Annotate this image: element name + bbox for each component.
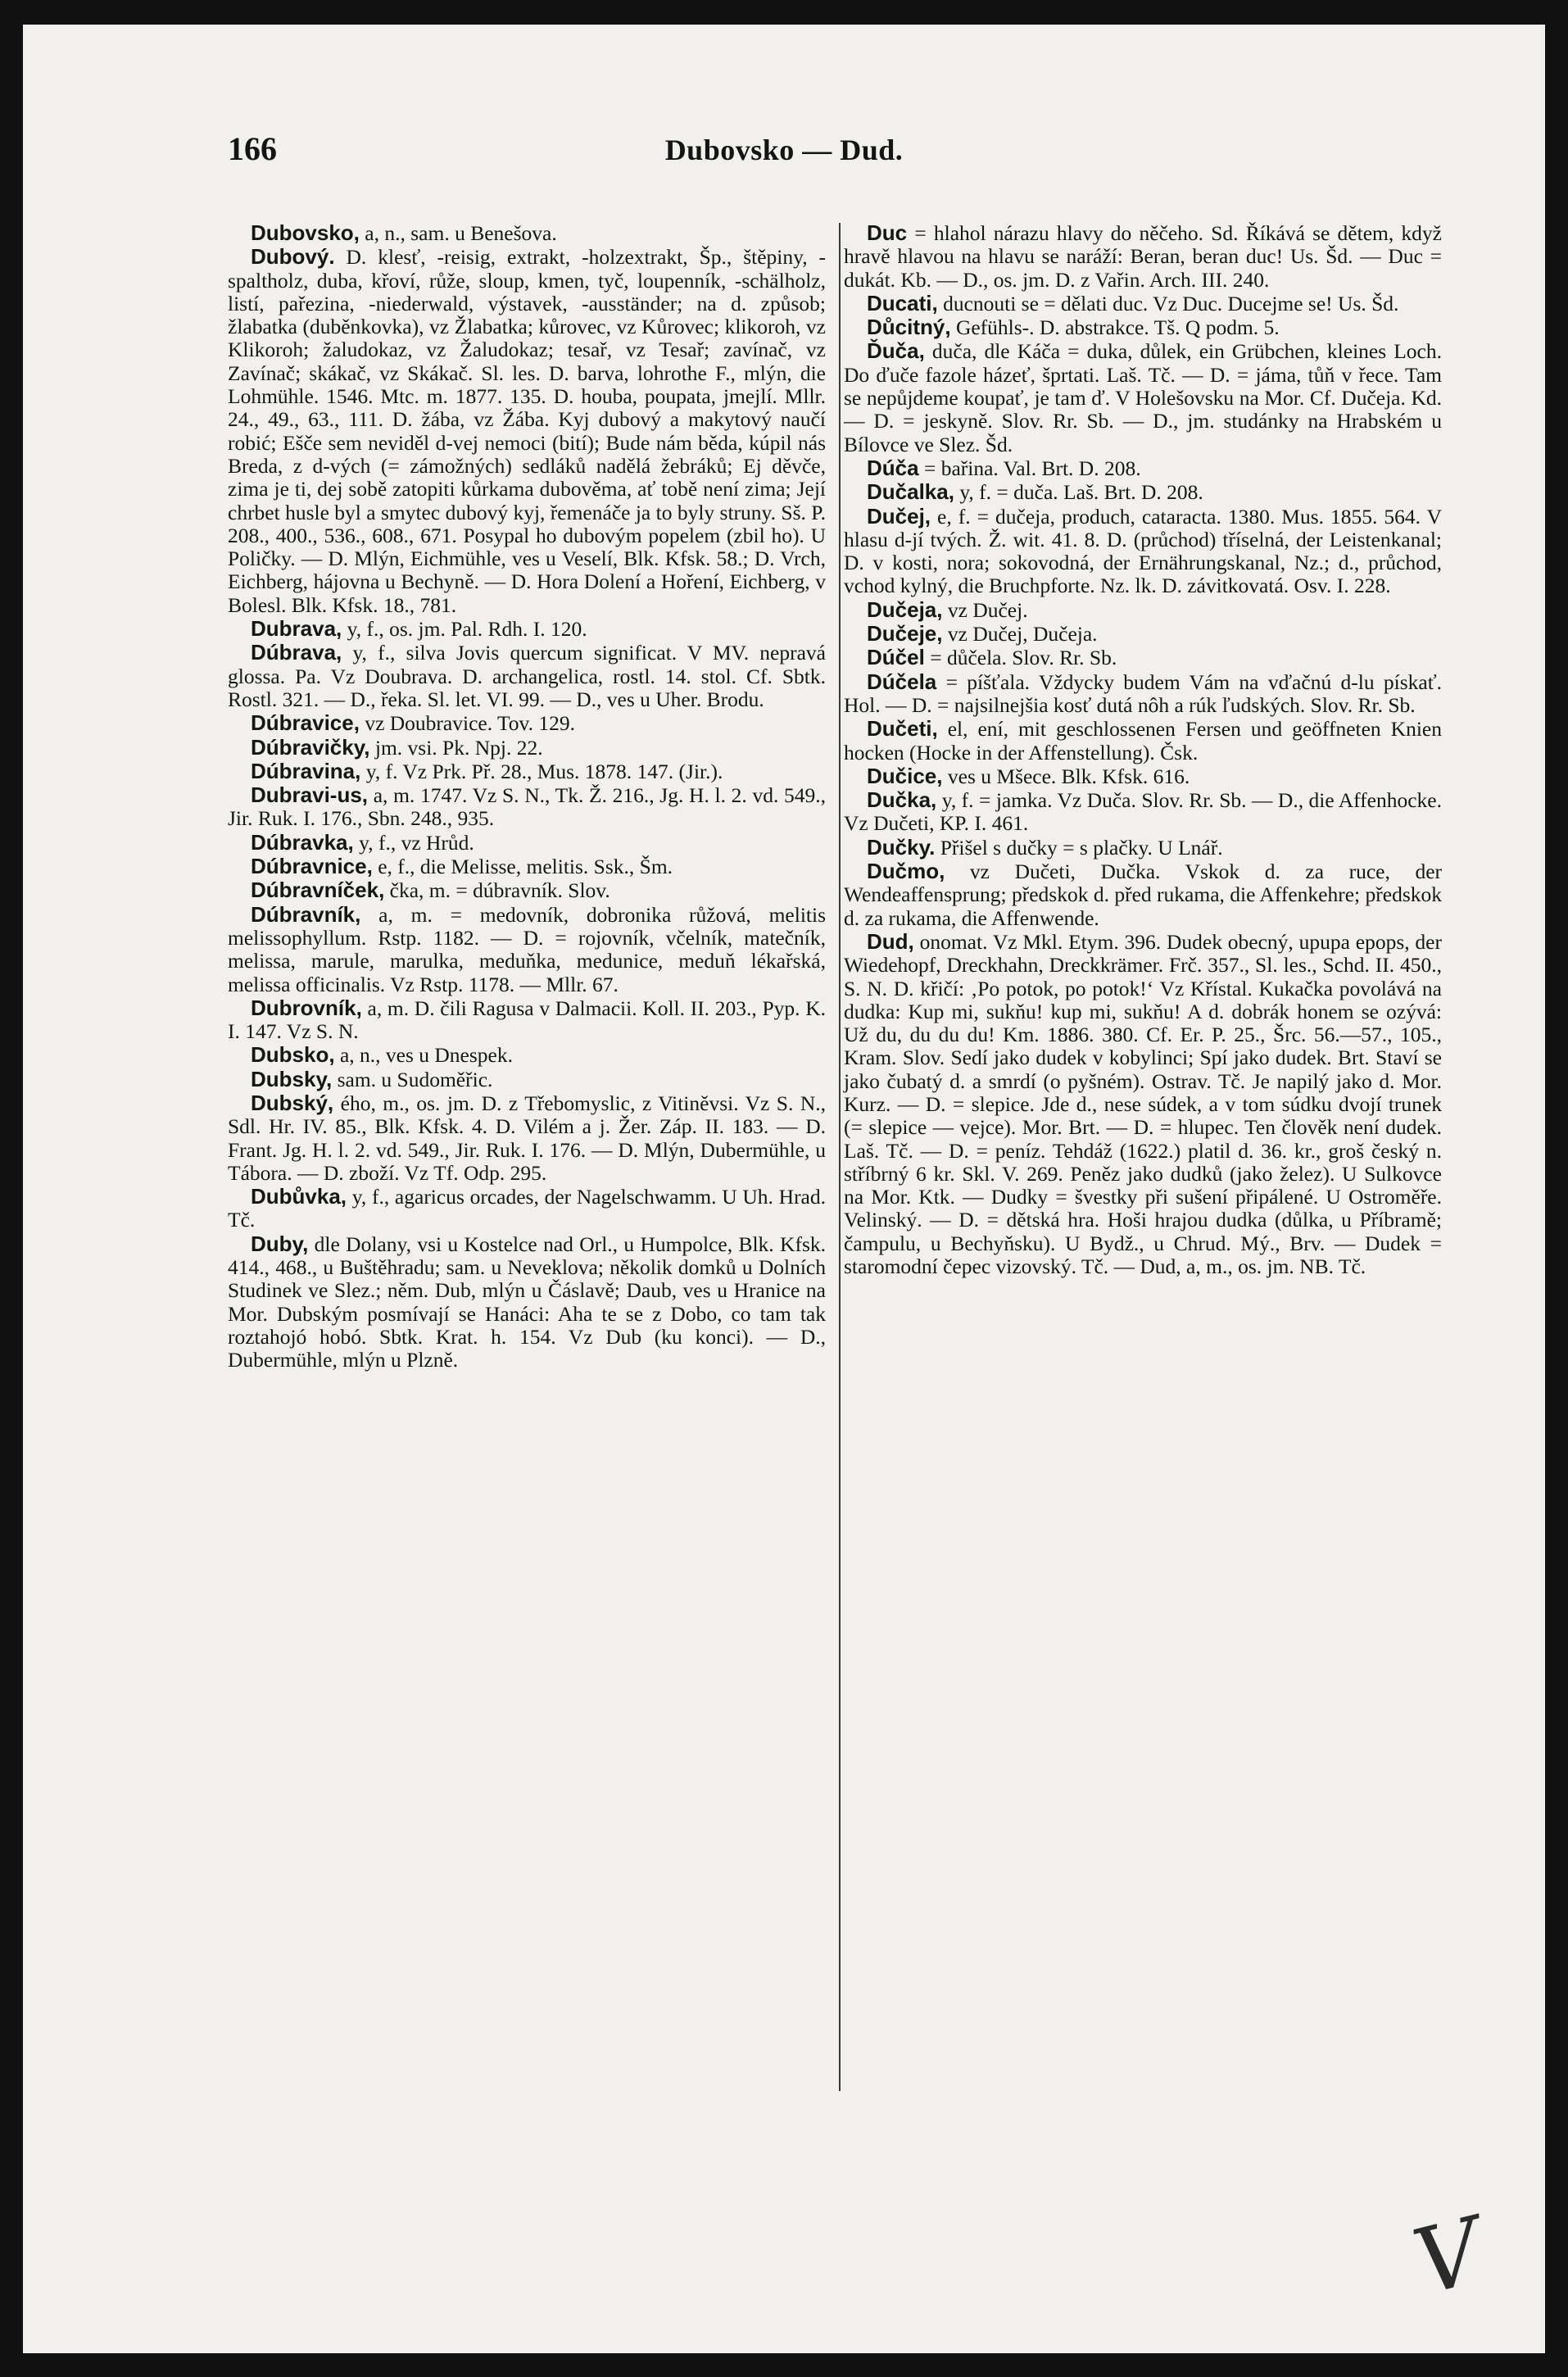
dictionary-entry bbox=[228, 641, 826, 711]
dictionary-entry bbox=[228, 1232, 826, 1372]
dictionary-entry bbox=[844, 339, 1442, 456]
dictionary-entry bbox=[228, 760, 826, 783]
dictionary-entry bbox=[844, 456, 1442, 480]
entry-text: a, m. = medovník, dobronika růžová, melitis melissophyllum. Rstp. 1182. — D. = rojovník, včelník, matečník, melissa, marule, marulka, meduňka, medunice, meduň lékařská, melissa officinalis. Vz Rstp. 1178. — Mllr. 67. bbox=[228, 902, 826, 996]
entry-text: ducnouti se = dělati duc. Vz Duc. Ducejme se! Us. Šd. bbox=[943, 291, 1399, 315]
entry-text: a, m. D. čili Ragusa v Dalmacii. Koll. II. 203., Pyp. K. I. 147. Vz S. N. bbox=[228, 996, 826, 1044]
entry-text: a, n., ves u Dnespek. bbox=[339, 1043, 513, 1068]
entry-text: y, f., agaricus orcades, der Nagelschwamm. U Uh. Hrad. Tč. bbox=[228, 1185, 827, 1232]
entry-headword: Ducati, bbox=[867, 290, 938, 315]
entry-text: vz Doubravice. Tov. 129. bbox=[365, 711, 576, 736]
entry-headword: Duc bbox=[867, 220, 908, 245]
entry-text: el, ení, mit geschlossenen Fersen und geöffneten Knien hocken (Hocke in der Affenstellung). Čsk. bbox=[844, 717, 1442, 764]
entry-text: Gefühls-. D. abstrakce. Tš. Q podm. 5. bbox=[955, 315, 1280, 340]
dictionary-entry bbox=[228, 855, 826, 878]
dictionary-entry bbox=[844, 930, 1442, 1278]
entry-headword: Dubsko, bbox=[251, 1042, 335, 1068]
entry-headword: Dúčel bbox=[867, 645, 925, 670]
dictionary-entry bbox=[228, 221, 826, 245]
entry-text: onomat. Vz Mkl. Etym. 396. Dudek obecný, upupa epops, der Wiedehopf, Dreckhahn, Dreckkrämer. Frč. 357., Sl. les., Schd. II. 450., S. N. D. křičí: ‚Po potok, po potok!‘ Vz Křístal. Kukačka povolává na dudka: Kup mi, sukňu! kup mi, sukňu! A d. dobrák honem se ozývá: Už du, du du du! Km. 1886. 380. Cf. Er. P. 25., Šrc. 56.—57., 105., Kram. Slov. Sedí jako dudek v kobylinci; Spí jako dudek. Brt. Staví se jako čubatý d. a smrdí (o pyšném). Ostrav. Tč. Je napilý jako d. Mor. Kurz. — D. = slepice. Jde d., nese súdek, a v tom súdku dvojí trunek (= slepice — vejce). Mor. Brt. — D. = hlupec. Ten člověk není dudek. Laš. Tč. — D. = peníz. Tehdáž (1622.) platil d. 36. kr., groš český n. stříbrný 6 kr. Skl. V. 269. Peněz jako dudků (jako želez). U Sulkovce na Mor. Ktk. — Dudky = švestky při sušení připálené. U Ostroměře. Velinský. — D. = dětská hra. Hoši hrajou dudka (důlka, u Příbramě; čampulu, u Bechyňsku). U Bydž., u Chrud. Mý., Brv. — Dudek = staromodní čepec vizovský. Tč. — Dud, a, m., os. jm. NB. Tč. bbox=[844, 929, 1442, 1279]
entry-headword: Dučeja, bbox=[867, 597, 943, 622]
entry-headword: Dúbravina, bbox=[251, 758, 361, 783]
dictionary-entry bbox=[844, 480, 1442, 504]
dictionary-entry bbox=[844, 221, 1442, 292]
dictionary-entry bbox=[844, 315, 1442, 339]
entry-text: jm. vsi. Pk. Npj. 22. bbox=[374, 735, 543, 760]
entry-headword: Dubovsko, bbox=[251, 220, 360, 245]
entry-text: čka, m. = dúbravník. Slov. bbox=[389, 878, 610, 903]
entry-headword: Duby, bbox=[251, 1231, 309, 1256]
entry-headword: Dúbravičky, bbox=[251, 734, 370, 760]
left-column bbox=[228, 221, 826, 1372]
dictionary-entry bbox=[228, 711, 826, 735]
dictionary-entry bbox=[228, 1043, 826, 1067]
entry-text: y, f. = jamka. Vz Duča. Slov. Rr. Sb. — D., die Affenhocke. Vz Dučeti, KP. I. 461. bbox=[844, 788, 1443, 836]
entry-headword: Dúbravice, bbox=[251, 710, 360, 736]
entry-headword: Důcitný, bbox=[867, 315, 951, 340]
entry-headword: Dučej, bbox=[867, 503, 931, 528]
dictionary-entry bbox=[228, 736, 826, 760]
entry-headword: Dúbrava, bbox=[251, 640, 342, 665]
dictionary-page bbox=[23, 25, 1545, 2353]
dictionary-entry bbox=[844, 717, 1442, 764]
entry-headword: Dubrovník, bbox=[251, 995, 362, 1020]
entry-text: ého, m., os. jm. D. z Třebomyslic, z Vitiněvsi. Vz S. N., Sdl. Hr. IV. 85., Blk. Kfsk. 4. D. Vilém a j. Žer. Záp. II. 183. — D. Frant. Jg. H. l. 2. vd. 549., Jir. Ruk. I. 176. — D. Mlýn, Dubermühle, u Tábora. — D. zboží. Vz Tf. Odp. 295. bbox=[228, 1091, 826, 1185]
entry-text: a, m. 1747. Vz S. N., Tk. Ž. 216., Jg. H. l. 2. vd. 549., Jir. Ruk. I. 176., Sbn. 248., 935. bbox=[228, 783, 827, 831]
entry-text: D. klesť, -reisig, extrakt, -holzextrakt, Šp., štěpiny, -spaltholz, duba, křoví, růže, sloup, kmen, tyč, loupenník, -schälholz, listí, pařezina, -niederwald, výstavek, -ausständer; na d. způsob; žlabatka (duběnkovka), vz Žlabatka; kůrovec, vz Kůrovec; klikoroh, vz Klikoroh; žaludokaz, vz Žaludokaz; tesař, vz Tesař; zavínač, vz Zavínač; skákač, vz Skákač. Sl. les. D. barva, lohrothe F., mlýn, die Lohmühle. 1546. Mtc. m. 1877. 135. D. houba, poupata, jmejlí. Mllr. 24., 49., 63., 111. D. žába, vz Žába. Kyj dubový a makytový naučí robić; Ešče sem neviděl d-vej nemoci (bití); Bude nám běda, kúpil nás Breda, z d-vých (= zámožných) sedláků nadělá žebráků; Ej děvče, zima je ti, dej sobě zatopiti kůrkama dubověma, ať tobě není zima; Její chrbet husle byl a smytec dubový kyj, řemenáče ja to byly struny. Sš. P. 208., 400., 536., 608., 671. Posypal ho dubovým popelem (zbil ho). U Poličky. — D. Mlýn, Eichmühle, ves u Veselí, Blk. Kfsk. 58.; D. Vrch, Eichberg, hájovna u Bechyně. — D. Hora Dolení a Hoření, Eichberg, v Bolesl. Blk. Kfsk. 18., 781. bbox=[228, 245, 826, 617]
dictionary-entry bbox=[844, 598, 1442, 622]
entry-headword: Dubůvka, bbox=[251, 1184, 347, 1209]
entry-headword: Dúbravka, bbox=[251, 829, 354, 855]
entry-text: y, f. = duča. Laš. Brt. D. 208. bbox=[959, 480, 1203, 505]
entry-text: = důčela. Slov. Rr. Sb. bbox=[930, 646, 1117, 670]
dictionary-entry bbox=[228, 783, 826, 831]
dictionary-entry bbox=[228, 1091, 826, 1185]
dictionary-entry bbox=[228, 878, 826, 902]
dictionary-entry bbox=[228, 1185, 826, 1232]
entry-text: dle Dolany, vsi u Kostelce nad Orl., u Humpolce, Blk. Kfsk. 414., 468., u Buštěhradu; sam. u Neveklova; několik domků u Dolních Studinek ve Slez.; něm. Dub, mlýn u Čáslavě; Daub, ves u Hranice na Mor. Dubským posmívají se Hanáci: Aha te se z Dobo, co tam tak roztahojó hobó. Sbtk. Krat. h. 154. Vz Dub (ku konci). — D., Dubermühle, mlýn u Plzně. bbox=[228, 1232, 826, 1372]
entry-headword: Dúča bbox=[867, 455, 919, 480]
entry-text: vz Dučej, Dučeja. bbox=[947, 622, 1098, 646]
handwritten-mark: V bbox=[1403, 2198, 1493, 2316]
dictionary-entry bbox=[228, 1068, 826, 1091]
entry-headword: Dučeti, bbox=[867, 716, 938, 742]
entry-text: vz Dučeti, Dučka. Vskok d. za ruce, der Wendeaffensprung; předskok d. před rukama, die Affenkehre; předskok d. za rukama, die Affenwende. bbox=[844, 860, 1442, 930]
entry-headword: Dučky. bbox=[867, 834, 936, 860]
dictionary-entry bbox=[844, 670, 1442, 718]
entry-text: = píšťala. Vždycky budem Vám na vďačnú d-lu pískať. Hol. — D. = najsilnejšia kosť dutá nôh a rúk ľudských. Slov. Rr. Sb. bbox=[844, 669, 1443, 717]
entry-text: sam. u Sudoměřic. bbox=[337, 1067, 493, 1091]
entry-headword: Dučka, bbox=[867, 787, 937, 813]
entry-headword: Dubský, bbox=[251, 1090, 334, 1115]
dictionary-entry bbox=[228, 617, 826, 641]
entry-text: e, f. = dučeja, produch, cataracta. 1380. Mus. 1855. 564. V hlasu d-jí tvých. Ž. wit. 41. 8. D. (průchod) tříselná, der Leistenkanal; D. v kosti, nora; sokovodná, der Ernährungskanal, Nz.; d., průchod, vchod kylný, die Bruchpforte. Nz. lk. D. závitkovatá. Osv. I. 228. bbox=[844, 504, 1442, 598]
dictionary-entry bbox=[844, 764, 1442, 788]
dictionary-entry bbox=[228, 245, 826, 617]
entry-headword: Dúbravníček, bbox=[251, 878, 385, 903]
entry-text: Přišel s dučky = s plačky. U Lnář. bbox=[940, 835, 1223, 860]
dictionary-entry bbox=[844, 836, 1442, 860]
entry-headword: Dúbravník, bbox=[251, 901, 361, 927]
entry-headword: Dubový. bbox=[251, 244, 335, 270]
right-column bbox=[844, 221, 1442, 1278]
entry-text: = bařina. Val. Brt. D. 208. bbox=[923, 456, 1141, 480]
entry-headword: Dud, bbox=[867, 928, 914, 954]
entry-headword: Dúčela bbox=[867, 669, 937, 694]
entry-text: e, f., die Melisse, melitis. Ssk., Šm. bbox=[378, 855, 673, 879]
entry-headword: Ďuča, bbox=[867, 338, 925, 364]
entry-headword: Dubravi-us, bbox=[251, 783, 369, 808]
entry-text: a, n., sam. u Benešova. bbox=[365, 221, 557, 245]
entry-text: y, f., vz Hrůd. bbox=[359, 830, 474, 855]
entry-headword: Dubrava, bbox=[251, 616, 342, 642]
page-number: 166 bbox=[228, 130, 277, 167]
dictionary-entry bbox=[844, 505, 1442, 598]
entry-text: ves u Mšece. Blk. Kfsk. 616. bbox=[947, 764, 1190, 788]
entry-text: vz Dučej. bbox=[947, 597, 1028, 622]
entry-headword: Dučmo, bbox=[867, 859, 945, 884]
dictionary-entry bbox=[228, 903, 826, 996]
entry-text: duča, dle Káča = duka, důlek, ein Grübchen, kleines Loch. Do ďuče fazole házeť, šprtati. Laš. Tč. — D. = jáma, tůň v řece. Tam se nepůjdeme koupať, je tam ď. V Holešovsku na Mor. Cf. Dučeja. Kd. — D. = jeskyně. Slov. Rr. Sb. — D., jm. studánky na Hrabském u Bílovce ve Slez. Šd. bbox=[844, 339, 1442, 456]
page-header bbox=[23, 129, 1545, 179]
page-title: Dubovsko — Dud. bbox=[664, 134, 904, 166]
entry-text: y, f., silva Jovis quercum significat. V MV. nepravá glossa. Pa. Vz Doubrava. D. archangelica, rostl. 14. stol. Cf. Sbtk. Rostl. 321. — D., řeka. Sl. let. VI. 99. — D., ves u Uher. Brodu. bbox=[228, 641, 827, 711]
entry-text: y, f., os. jm. Pal. Rdh. I. 120. bbox=[347, 617, 587, 642]
entry-headword: Dúbravnice, bbox=[251, 854, 373, 879]
entry-text: y, f. Vz Prk. Př. 28., Mus. 1878. 147. (Jir.). bbox=[365, 759, 723, 783]
dictionary-entry bbox=[844, 292, 1442, 315]
dictionary-entry bbox=[228, 831, 826, 855]
entry-headword: Dučalka, bbox=[867, 479, 954, 505]
entry-text: = hlahol nárazu hlavy do něčeho. Sd. Říkává se dětem, když hravě hlavou na hlavu se naráží: Beran, beran duc! Us. Šd. — Duc = dukát. Kb. — D., os. jm. D. z Vařin. Arch. III. 240. bbox=[844, 221, 1442, 292]
dictionary-entry bbox=[844, 860, 1442, 930]
entry-headword: Dubsky, bbox=[251, 1066, 333, 1091]
dictionary-entry bbox=[844, 622, 1442, 646]
dictionary-entry bbox=[844, 646, 1442, 669]
column-divider bbox=[839, 223, 841, 2091]
entry-headword: Dučice, bbox=[867, 763, 943, 788]
dictionary-entry bbox=[228, 996, 826, 1044]
dictionary-entry bbox=[844, 788, 1442, 836]
entry-headword: Dučeje, bbox=[867, 621, 943, 646]
